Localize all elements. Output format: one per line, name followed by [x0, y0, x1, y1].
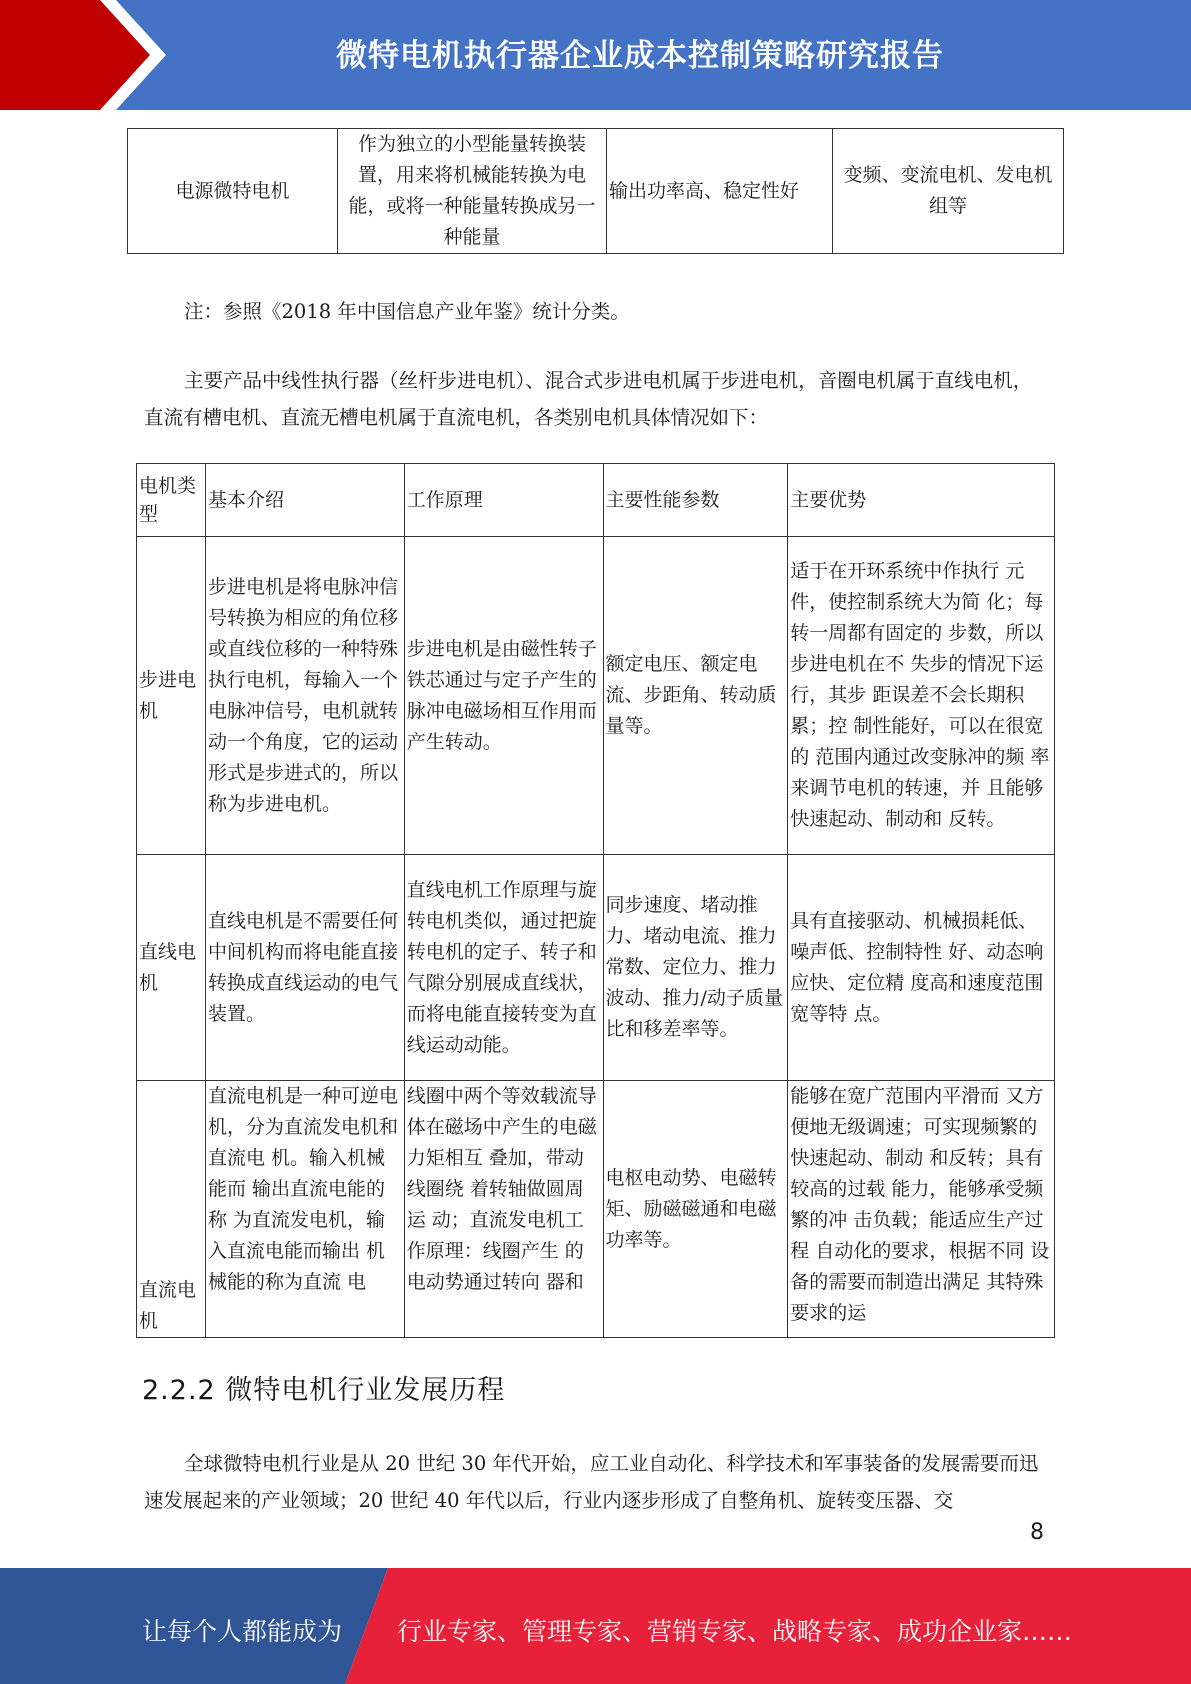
footer-slogan-left: 让每个人都能成为 — [142, 1617, 343, 1646]
params-cell: 输出功率高、稳定性好 — [606, 129, 832, 254]
motor-comparison-table — [136, 463, 1055, 1338]
power-motor-table — [127, 128, 1064, 254]
report-title: 微特电机执行器企业成本控制策略研究报告 — [336, 38, 944, 74]
row-intro-dc: 直流电机是一种可逆电机，分为直流发电机和直流电 机。输入机械能而 输出直流电能的称 为直流发电机，输 入直流电能而输出 机械能的称为直流 电 — [207, 1085, 398, 1293]
row-advantages-dc: 能够在宽广范围内平滑而 又方便地无级调速；可实现频繁的快速起动、制动 和反转；具有较高的过载 能力，能够承受频繁的冲 击负载；能适应生产过程 自动化的要求，根据不同 设备的需要而制造出满足 其特殊要求的运 — [790, 1085, 1050, 1324]
note-text: 注：参照《2018 年中国信息产业年鉴》统计分类。 — [184, 300, 630, 323]
history-paragraph: 全球微特电机行业是从 20 世纪 30 年代开始，应工业自动化、科学技术和军事装备的发展需要而迅速发展起来的产业领域；20 世纪 40 年代以后，行业内逐步形成了自整角机、旋转变压器、交 — [144, 1452, 1039, 1512]
row-principle-linear: 直线电机工作原理与旋转电机类似，通过把旋转电机的定子、转子和气隙分别展成直线状，而将电能直接转变为直线运动动能。 — [404, 855, 603, 1081]
section-heading: 2.2.2 微特电机行业发展历程 — [142, 1375, 506, 1406]
table-header-row — [137, 464, 1055, 537]
row-type-dc: 直流电机 — [137, 1081, 206, 1338]
table-row — [137, 537, 1055, 855]
row-params-stepper: 额定电压、额定电流、步距角、转动质量等。 — [603, 537, 788, 855]
header-cell-intro: 基本介绍 — [205, 464, 404, 537]
header-cell-advantages: 主要优势 — [788, 464, 1055, 537]
applications-cell: 变频、变流电机、发电机组等 — [833, 129, 1064, 254]
header-cell-principle: 工作原理 — [404, 464, 603, 537]
page-header — [0, 0, 1191, 110]
table-row — [137, 855, 1055, 1081]
row-intro-stepper: 步进电机是将电脉冲信号转换为相应的角位移或直线位移的一种特殊执行电机，每输入一个电脉冲信号，电机就转动一个角度，它的运动形式是步进式的，所以称为步进电机。 — [205, 537, 404, 855]
row-params-dc: 电枢电动势、电磁转矩、励磁磁通和电磁功率等。 — [603, 1081, 788, 1338]
page-footer — [0, 1568, 1191, 1684]
intro-paragraph: 主要产品中线性执行器（丝杆步进电机）、混合式步进电机属于步进电机，音圈电机属于直线电机，直流有槽电机、直流无槽电机属于直流电机，各类别电机具体情况如下： — [144, 369, 1033, 429]
row-advantages-linear: 具有直接驱动、机械损耗低、噪声低、控制特性 好、动态响应快、定位精 度高和速度范围宽等特 点。 — [788, 855, 1055, 1081]
table-row — [128, 129, 1064, 254]
row-advantages-stepper: 适于在开环系统中作执行 元件，使控制系统大为简 化；每转一周都有固定的 步数，所以步进电机在不 失步的情况下运行，其步 距误差不会长期积累；控 制性能好，可以在很宽的 范围内通过改变脉冲的频 率来调节电机的转速，并 且能够快速起动、制动和 反转。 — [788, 537, 1055, 855]
row-principle-stepper: 步进电机是由磁性转子铁芯通过与定子产生的脉冲电磁场相互作用而产生转动。 — [404, 537, 603, 855]
intro-cell: 作为独立的小型能量转换装置，用来将机械能转换为电能，或将一种能量转换成另一种能量 — [338, 129, 607, 254]
row-intro-linear: 直线电机是不需要任何中间机构而将电能直接转换成直线运动的电气装置。 — [205, 855, 404, 1081]
motor-type-cell: 电源微特电机 — [128, 129, 338, 254]
header-cell-type: 电机类型 — [137, 464, 206, 537]
footer-slogan-right: 行业专家、管理专家、营销专家、战略专家、成功企业家…… — [397, 1617, 1073, 1646]
header-cell-params: 主要性能参数 — [603, 464, 788, 537]
page-number: 8 — [1030, 1520, 1044, 1545]
table-row — [137, 1081, 1055, 1338]
row-type-linear: 直线电机 — [137, 855, 206, 1081]
row-principle-dc: 线圈中两个等效载流导体在磁场中产生的电磁力矩相互 叠加，带动线圈绕 着转轴做圆周运 动；直流发电机工 作原理：线圈产生 的电动势通过转向 器和 — [406, 1085, 597, 1293]
row-type-stepper: 步进电机 — [137, 537, 206, 855]
row-params-linear: 同步速度、堵动推力、堵动电流、推力常数、定位力、推力波动、推力/动子质量比和移差率等。 — [603, 855, 788, 1081]
